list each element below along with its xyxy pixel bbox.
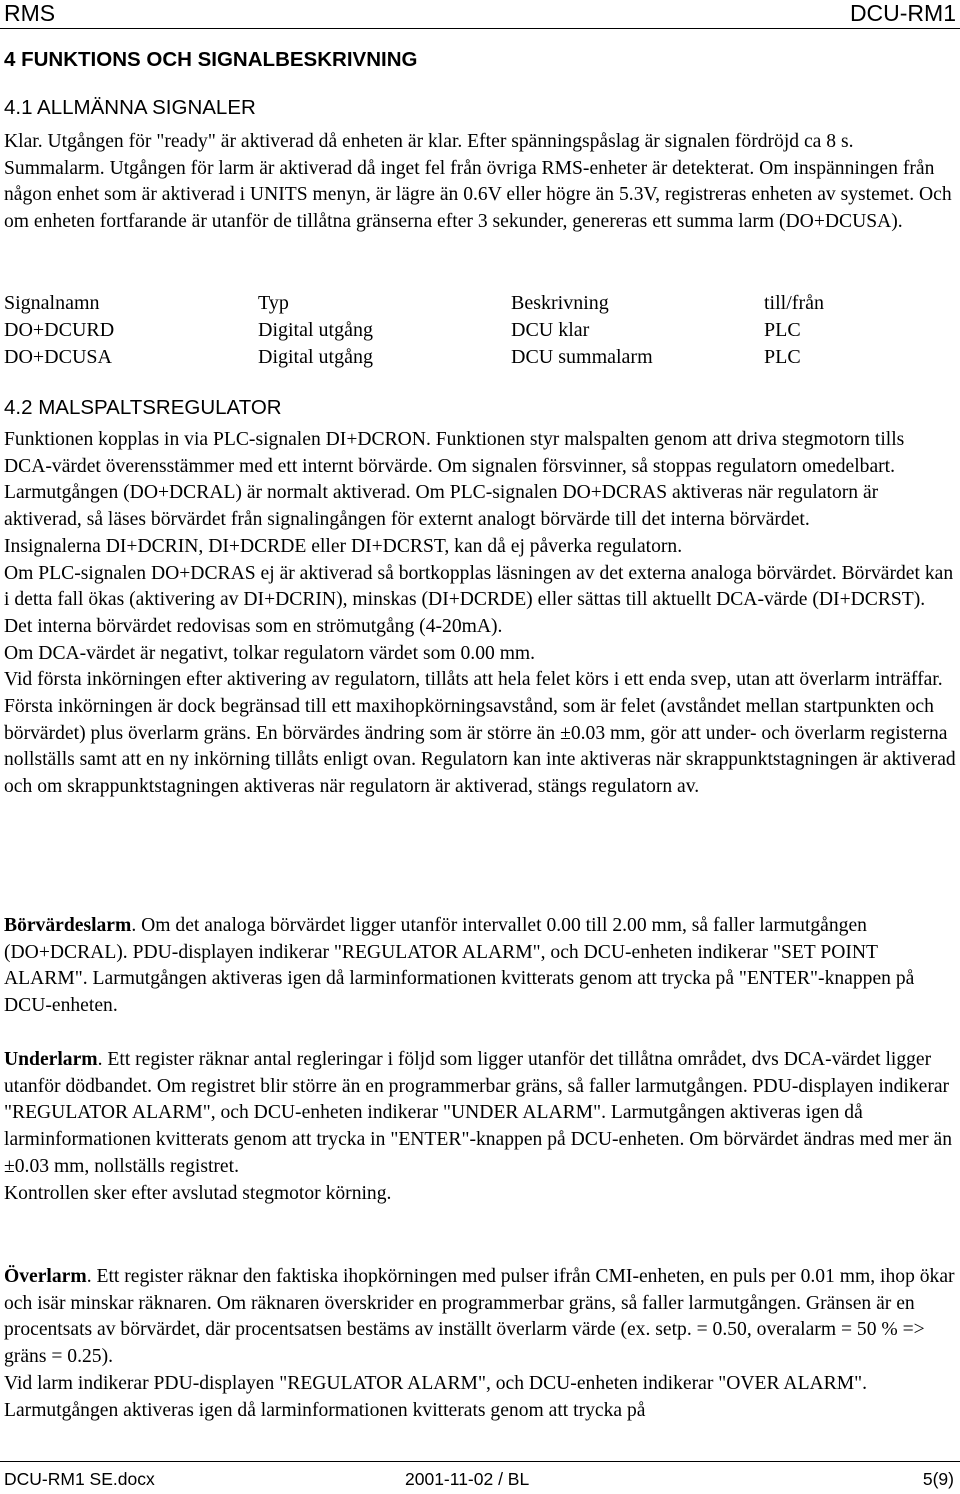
footer-filename: DCU-RM1 SE.docx [4,1469,155,1489]
table-cell: DO+DCUSA [4,346,112,368]
table-header-row [4,290,824,317]
paragraph-underlarm [4,1047,956,1181]
paragraph-vid-larm: Vid larm indikerar PDU-displayen "REGULATOR ALARM", och DCU-enheten indikerar "OVER ALARM". Larmutgången aktiveras igen då larminformationen kvitterats genom att trycka på [4,1372,868,1421]
underlarm-text: . Ett register räknar antal regleringar i följd som ligger utanför det tillåtna området, dvs DCA-värdet ligger utanför dödbandet. Om registret blir större än en programmerbar gräns, så faller larmutgången. PDU-displayen indikerar "REGULATOR ALARM", och DCU-enheten indikerar "UNDER ALARM". Larmutgången aktiveras igen då larminformationen kvitterats genom att trycka in "ENTER"-knappen på DCU-enheten. Om börvärdet ändras med mer än ±0.03 mm, nollställs registret. [4,1049,953,1177]
paragraph-borvardeslarm [4,913,956,1020]
table-cell: DCU klar [511,319,590,341]
paragraph-externt-borvarde: Om PLC-signalen DO+DCRAS ej är aktiverad så bortkopplas läsningen av det externa analoga börvärdet. Börvärdet kan i detta fall ökas (aktivering av DI+DCRIN), minskas (DI+DCRDE) eller sättas till aktuellt DCA-värde (DI+DCRST). [4,562,954,611]
table-header-cell: Signalnamn [4,292,100,314]
table-header-cell: Typ [258,292,289,314]
page-header [0,0,960,30]
section-4-heading: 4 FUNKTIONS OCH SIGNALBESKRIVNING [4,48,418,71]
paragraph-funktion: Funktionen kopplas in via PLC-signalen DI+DCRON. Funktionen styr malspalten genom att driva stegmotorn tills DCA-värdet överensstämmer med ett internt börvärde. Om signalen försvinner, så stoppas regulatorn omedelbart. Larmutgången (DO+DCRAL) är normalt aktiverad. Om PLC-signalen DO+DCRAS aktiveras när regulatorn är aktiverad, så läses börvärdet från signalingången för externt analogt börvärde till det interna börvärdet. [4,429,905,531]
signal-table [4,290,824,371]
table-header-cell: till/från [764,292,824,314]
table-cell: PLC [764,319,801,341]
paragraph-summalarm: Summalarm. Utgången för larm är aktiverad då inget fel från övriga RMS-enheter är detekterat. Om inspänningen från någon enhet som är aktiverad i UNITS menyn, är lägre än 0.6V eller högre än 5.3V, registreras enheten av systemet. Och om enheten fortfarande är utanför de tillåtna gränserna efter 3 sekunder, genereras ett summa larm (DO+DCUSA). [4,157,952,233]
page-footer [0,1461,960,1494]
overlarm-section [4,1264,956,1424]
borvardeslarm-text: . Om det analoga börvärdet ligger utanför intervallet 0.00 till 2.00 mm, så faller larmutgången (DO+DCRAL). PDU-displayen indikerar "REGULATOR ALARM", och DCU-enheten indikerar "SET POINT ALARM". Larmutgången aktiveras igen då larminformationen kvitterats genom att trycka på "ENTER"-knappen på DCU-enheten. [4,915,915,1017]
header-right: DCU-RM1 [849,0,956,26]
table-row [4,344,824,371]
header-left: RMS [4,0,56,26]
paragraph-kontroll: Kontrollen sker efter avslutad stegmotor körning. [4,1182,392,1204]
paragraph-negativt: Om DCA-värdet är negativt, tolkar regulatorn värdet som 0.00 mm. [4,642,536,664]
table-cell: Digital utgång [258,346,373,368]
underlarm-label: Underlarm [4,1049,98,1070]
section-4-1-body [4,129,956,236]
table-row [4,317,824,344]
header-rule [0,28,960,29]
table-cell: DCU summalarm [511,346,653,368]
table-cell: PLC [764,346,801,368]
footer-page-number: 5(9) [922,1469,954,1489]
paragraph-klar: Klar. Utgången för "ready" är aktiverad då enheten är klar. Efter spänningspåslag är signalen fördröjd ca 8 s. [4,131,854,152]
overlarm-label: Överlarm [4,1266,87,1287]
section-4-2-heading: 4.2 MALSPALTSREGULATOR [4,396,282,419]
borvardeslarm-label: Börvärdeslarm [4,915,132,936]
section-4-1-heading: 4.1 ALLMÄNNA SIGNALER [4,96,256,119]
footer-date-author: 2001-11-02 / BL [405,1469,530,1489]
borvardeslarm-section [4,913,956,1020]
overlarm-text: . Ett register räknar den faktiska ihopkörningen med pulser ifrån CMI-enheten, en puls per 0.01 mm, ihop ökar och isär minskar räknaren. Om räknaren överskrider en programmerbar gräns, så faller larmutgången. Gränsen är en procentsats av börvärdet, där procentsatsen bestäms av inställt överlarm värde (ex. setp. = 0.50, overalarm = 50 % => gräns = 0.25). [4,1266,955,1368]
table-header-cell: Beskrivning [511,292,609,314]
paragraph-overlarm [4,1264,956,1371]
footer-rule [0,1461,960,1462]
section-4-2-body [4,427,956,801]
paragraph-stromutgang: Det interna börvärdet redovisas som en strömutgång (4-20mA). [4,615,503,637]
table-cell: Digital utgång [258,319,373,341]
paragraph-forsta-inkorning: Vid första inkörningen efter aktivering av regulatorn, tillåts att hela felet körs i ett enda svep, utan att överlarm inträffar. Första inkörningen är dock begränsad till ett maxihopkörningsavstånd, som är felet (avståndet mellan startpunkten och börvärdet) plus överlarm gräns. En börvärdes ändring som är större än ±0.03 mm, gör att under- och överlarm registerna nollställs samt att en ny inkörning tillåts enligt ovan. Regulatorn kan inte aktiveras när skrappunktstagningen är aktiverad och om skrappunktstagningen aktiveras när regulatorn är aktiverad, stängs regulatorn av. [4,669,956,798]
table-cell: DO+DCURD [4,319,115,341]
paragraph-insignaler: Insignalerna DI+DCRIN, DI+DCRDE eller DI+DCRST, kan då ej påverka regulatorn. [4,535,683,557]
underlarm-section [4,1047,956,1207]
